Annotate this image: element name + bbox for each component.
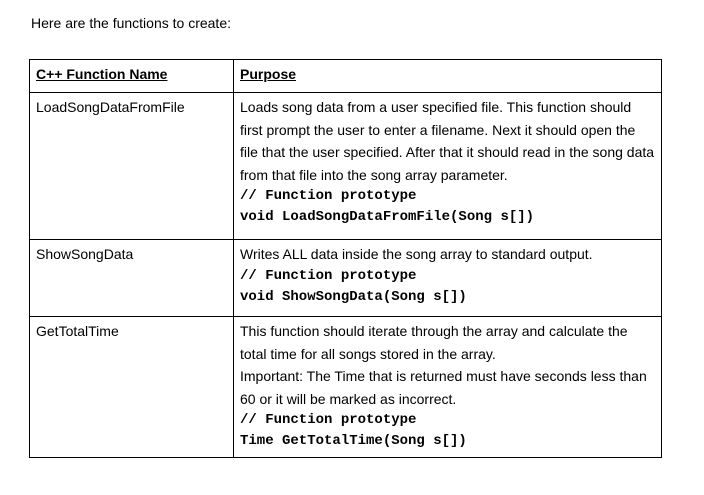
function-name-cell xyxy=(30,93,234,240)
header-name-cell xyxy=(30,60,234,93)
purpose-cell xyxy=(234,240,662,317)
code-comment: // Function prototype xyxy=(240,188,417,204)
header-purpose-cell xyxy=(234,60,662,93)
code-comment: // Function prototype xyxy=(240,267,417,284)
function-important-note: Important: The Time that is returned must have seconds less than 60 or it will be marked as incorrect. xyxy=(240,368,647,407)
header-function-name: C++ Function Name xyxy=(36,66,168,82)
code-prototype: void LoadSongDataFromFile(Song s[]) xyxy=(240,209,535,225)
code-prototype: void ShowSongData(Song s[]) xyxy=(240,288,467,305)
code-comment: // Function prototype xyxy=(240,412,417,428)
function-name: GetTotalTime xyxy=(36,323,119,339)
table-row xyxy=(30,240,662,317)
header-purpose: Purpose xyxy=(240,66,297,82)
function-description: Loads song data from a user specified file. This function should first prompt the user to enter a filename. Next it should open the file that the user specified. After that it should read in the song data from that file into the song array parameter. xyxy=(240,99,655,183)
function-name-cell xyxy=(30,317,234,458)
function-description: This function should iterate through the array and calculate the total time for all songs stored in the array. xyxy=(240,323,628,362)
function-name: ShowSongData xyxy=(36,246,134,262)
table-header-row xyxy=(30,60,662,93)
table-row xyxy=(30,93,662,240)
purpose-cell xyxy=(234,317,662,458)
functions-table xyxy=(29,59,662,458)
purpose-cell xyxy=(234,93,662,240)
table-row xyxy=(30,317,662,458)
intro-text: Here are the functions to create: xyxy=(31,15,231,31)
function-description: Writes ALL data inside the song array to standard output. xyxy=(240,246,593,262)
code-prototype: Time GetTotalTime(Song s[]) xyxy=(240,433,467,449)
function-name: LoadSongDataFromFile xyxy=(36,99,185,115)
function-name-cell xyxy=(30,240,234,317)
